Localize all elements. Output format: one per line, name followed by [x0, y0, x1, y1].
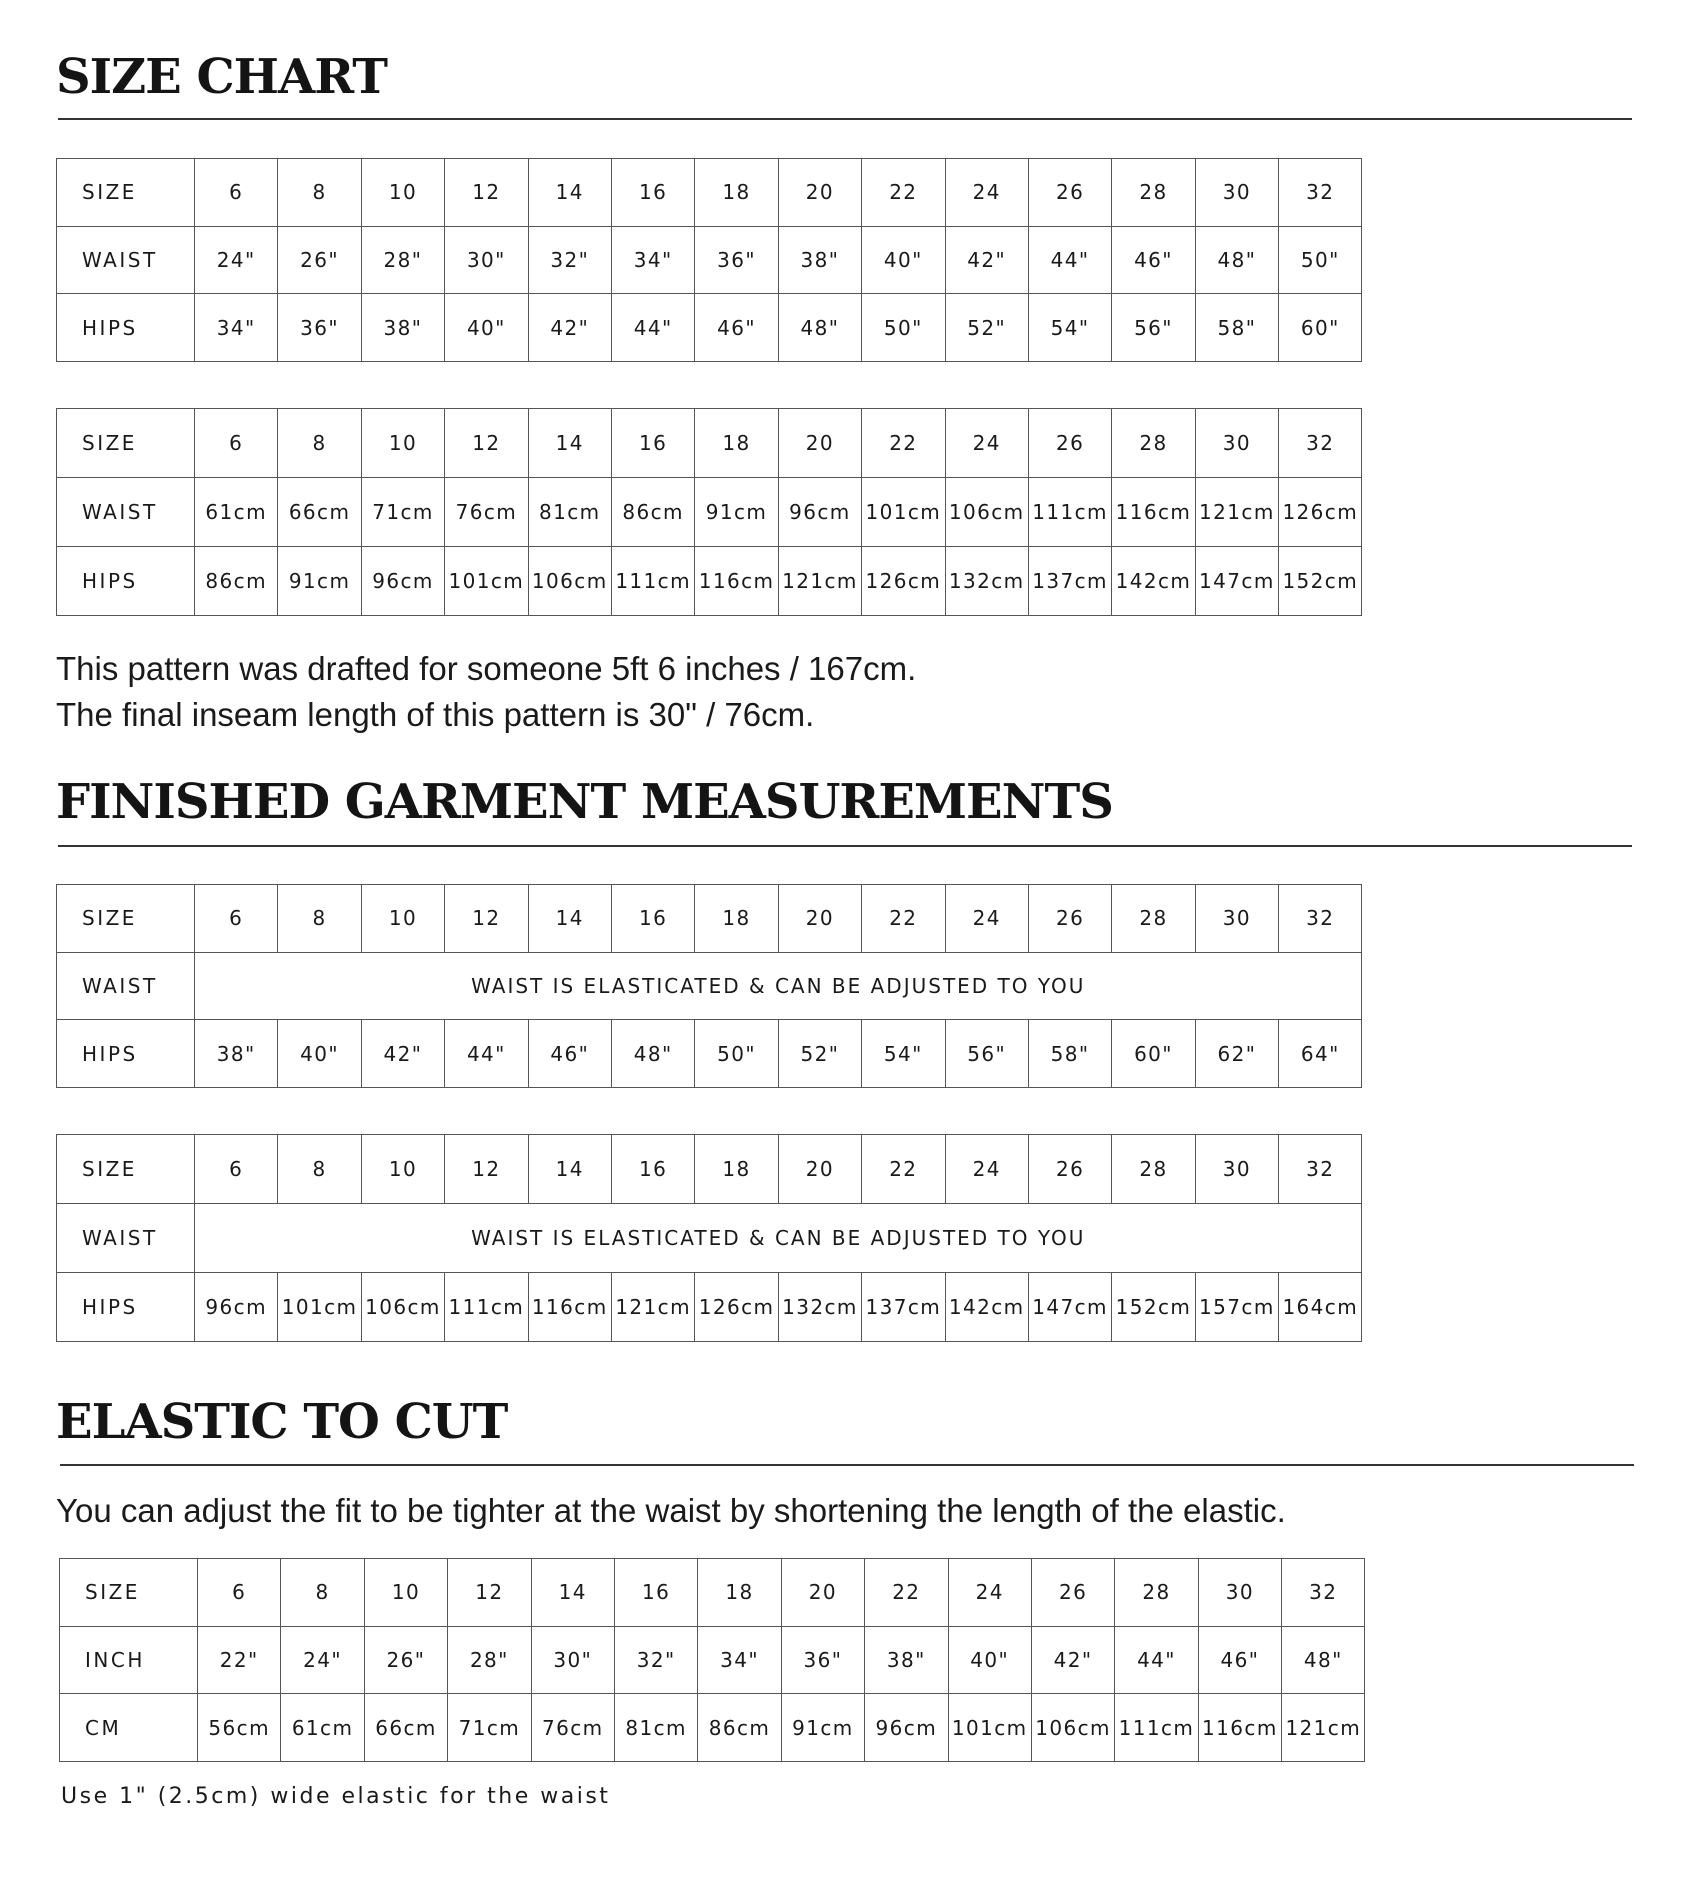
table-cell: 8	[278, 159, 361, 227]
table-cell: 81cm	[528, 478, 611, 547]
table-cell: 56"	[945, 1020, 1028, 1088]
table-cell: 24	[945, 159, 1028, 227]
size-chart-cm-table	[56, 408, 1362, 616]
table-row	[57, 1273, 1362, 1342]
table-cell: 12	[448, 1559, 531, 1627]
row-label: HIPS	[57, 1020, 195, 1088]
table-cell: 18	[695, 409, 778, 478]
table-cell: 116cm	[1112, 478, 1195, 547]
table-row	[57, 294, 1362, 362]
table-cell: 18	[695, 885, 778, 953]
table-cell: 142cm	[1112, 547, 1195, 616]
table-cell: 16	[614, 1559, 697, 1627]
table-cell: 38"	[195, 1020, 278, 1088]
table-cell: 22	[862, 1135, 945, 1204]
table-cell: 18	[695, 1135, 778, 1204]
table-cell: 38"	[361, 294, 444, 362]
table-cell: 10	[361, 1135, 444, 1204]
table-cell: 28	[1112, 1135, 1195, 1204]
table-cell: 28	[1112, 159, 1195, 227]
table-cell: 38"	[865, 1626, 948, 1694]
table-row	[57, 885, 1362, 953]
table-cell: 106cm	[528, 547, 611, 616]
table-cell: 32	[1279, 1135, 1362, 1204]
table-cell: 164cm	[1279, 1273, 1362, 1342]
table-cell: 34"	[195, 294, 278, 362]
table-cell: 20	[778, 885, 861, 953]
table-cell: 48"	[611, 1020, 694, 1088]
table-cell: 50"	[1279, 226, 1362, 294]
table-cell: 46"	[528, 1020, 611, 1088]
table-cell: 111cm	[1115, 1694, 1198, 1762]
table-cell: 22	[862, 409, 945, 478]
row-label: CM	[60, 1694, 198, 1762]
pattern-height-note: This pattern was drafted for someone 5ft 6 inches / 167cm.	[56, 650, 917, 687]
table-cell: 121cm	[611, 1273, 694, 1342]
table-cell: 6	[195, 409, 278, 478]
size-chart-inches-table	[56, 158, 1362, 362]
table-cell: 40"	[948, 1626, 1031, 1694]
table-cell: 116cm	[695, 547, 778, 616]
table-row	[60, 1694, 1365, 1762]
table-cell: 61cm	[281, 1694, 364, 1762]
elastic-divider	[60, 1464, 1634, 1466]
table-cell: 56cm	[198, 1694, 281, 1762]
table-cell: 8	[278, 1135, 361, 1204]
table-cell: 44"	[1028, 226, 1111, 294]
table-cell: 38"	[778, 226, 861, 294]
table-cell: 52"	[778, 1020, 861, 1088]
table-cell: 46"	[695, 294, 778, 362]
table-cell: 32"	[614, 1626, 697, 1694]
table-cell: 91cm	[278, 547, 361, 616]
table-cell: 46"	[1198, 1626, 1281, 1694]
table-cell: 52"	[945, 294, 1028, 362]
row-label: SIZE	[57, 885, 195, 953]
row-label: SIZE	[60, 1559, 198, 1627]
table-cell: 32	[1282, 1559, 1365, 1627]
finished-garment-divider	[58, 845, 1632, 847]
table-cell: 22	[862, 885, 945, 953]
table-cell: 86cm	[195, 547, 278, 616]
table-cell: 24	[945, 1135, 1028, 1204]
table-row	[57, 1204, 1362, 1273]
table-cell: 116cm	[1198, 1694, 1281, 1762]
table-cell: 62"	[1195, 1020, 1278, 1088]
row-label: WAIST	[57, 1204, 195, 1273]
table-cell: 6	[195, 159, 278, 227]
table-cell: 30	[1195, 159, 1278, 227]
table-cell: 86cm	[698, 1694, 781, 1762]
table-row	[57, 226, 1362, 294]
row-label: HIPS	[57, 1273, 195, 1342]
table-cell: 44"	[1115, 1626, 1198, 1694]
table-cell: 76cm	[531, 1694, 614, 1762]
table-cell: 147cm	[1195, 547, 1278, 616]
table-cell: 42"	[361, 1020, 444, 1088]
table-cell: 42"	[945, 226, 1028, 294]
row-label: WAIST	[57, 226, 195, 294]
table-cell: 56"	[1112, 294, 1195, 362]
table-cell: 106cm	[945, 478, 1028, 547]
table-cell: 10	[361, 159, 444, 227]
table-cell: 36"	[781, 1626, 864, 1694]
table-cell: 50"	[862, 294, 945, 362]
table-cell: 121cm	[1195, 478, 1278, 547]
row-label: SIZE	[57, 159, 195, 227]
table-cell: 26	[1031, 1559, 1114, 1627]
table-cell: 32	[1279, 409, 1362, 478]
finished-cm-table	[56, 1134, 1362, 1342]
table-row	[57, 547, 1362, 616]
table-cell: 126cm	[862, 547, 945, 616]
finished-inches-table	[56, 884, 1362, 1088]
table-row	[57, 952, 1362, 1020]
table-row	[57, 159, 1362, 227]
table-cell: 22	[865, 1559, 948, 1627]
table-cell: 32"	[528, 226, 611, 294]
table-row	[57, 1020, 1362, 1088]
table-cell: 137cm	[862, 1273, 945, 1342]
row-label: SIZE	[57, 409, 195, 478]
table-row	[57, 1135, 1362, 1204]
table-cell: 8	[278, 409, 361, 478]
table-cell: 24	[948, 1559, 1031, 1627]
row-label: SIZE	[57, 1135, 195, 1204]
table-cell: 101cm	[278, 1273, 361, 1342]
finished-garment-heading: FINISHED GARMENT MEASUREMENTS	[56, 774, 1113, 830]
table-cell: 20	[781, 1559, 864, 1627]
table-cell: 32	[1279, 885, 1362, 953]
table-cell: 24	[945, 885, 1028, 953]
table-cell: 26	[1028, 1135, 1111, 1204]
row-label: HIPS	[57, 547, 195, 616]
table-cell: 12	[445, 885, 528, 953]
table-cell: 44"	[445, 1020, 528, 1088]
table-cell: 12	[445, 1135, 528, 1204]
table-cell: 111cm	[1028, 478, 1111, 547]
table-cell: 50"	[695, 1020, 778, 1088]
row-label: INCH	[60, 1626, 198, 1694]
elastic-intro: You can adjust the fit to be tighter at the waist by shortening the length of the elastic.	[56, 1492, 1286, 1529]
elastic-table	[59, 1558, 1365, 1762]
table-cell: 96cm	[778, 478, 861, 547]
table-cell: 26	[1028, 885, 1111, 953]
table-cell: 24"	[281, 1626, 364, 1694]
table-cell: 48"	[1282, 1626, 1365, 1694]
table-cell: 16	[611, 409, 694, 478]
table-cell: 101cm	[445, 547, 528, 616]
table-cell: 16	[611, 1135, 694, 1204]
table-cell: 12	[445, 409, 528, 478]
table-cell: 14	[528, 409, 611, 478]
table-cell: 6	[195, 885, 278, 953]
table-cell: 28	[1112, 409, 1195, 478]
table-cell: 20	[778, 409, 861, 478]
table-cell: 28	[1115, 1559, 1198, 1627]
table-cell: 54"	[1028, 294, 1111, 362]
table-cell: 32	[1279, 159, 1362, 227]
table-cell: 8	[278, 885, 361, 953]
table-cell: 48"	[778, 294, 861, 362]
table-row	[57, 478, 1362, 547]
table-cell: 12	[445, 159, 528, 227]
table-cell: 30"	[531, 1626, 614, 1694]
table-cell: 96cm	[361, 547, 444, 616]
table-row	[60, 1626, 1365, 1694]
table-cell: 16	[611, 885, 694, 953]
table-cell: 40"	[445, 294, 528, 362]
table-cell: 76cm	[445, 478, 528, 547]
table-cell: 30	[1195, 885, 1278, 953]
table-cell: 28"	[448, 1626, 531, 1694]
table-cell: 126cm	[695, 1273, 778, 1342]
table-cell: 10	[364, 1559, 447, 1627]
table-cell: 91cm	[695, 478, 778, 547]
table-cell: 61cm	[195, 478, 278, 547]
table-cell: 101cm	[948, 1694, 1031, 1762]
table-cell: 71cm	[448, 1694, 531, 1762]
table-cell: 71cm	[361, 478, 444, 547]
row-label: HIPS	[57, 294, 195, 362]
table-cell: 132cm	[778, 1273, 861, 1342]
table-cell: 86cm	[611, 478, 694, 547]
table-cell: 30	[1195, 409, 1278, 478]
table-cell: 54"	[862, 1020, 945, 1088]
table-row	[60, 1559, 1365, 1627]
table-cell: 28"	[361, 226, 444, 294]
table-cell: 30	[1195, 1135, 1278, 1204]
table-cell: 121cm	[1282, 1694, 1365, 1762]
table-cell: 30	[1198, 1559, 1281, 1627]
table-cell: 42"	[528, 294, 611, 362]
table-cell: 40"	[862, 226, 945, 294]
table-cell: 22"	[198, 1626, 281, 1694]
table-cell: 46"	[1112, 226, 1195, 294]
table-cell: 24	[945, 409, 1028, 478]
table-cell: 36"	[695, 226, 778, 294]
table-cell: 96cm	[195, 1273, 278, 1342]
size-chart-divider	[58, 118, 1632, 120]
table-cell: 36"	[278, 294, 361, 362]
table-cell: 116cm	[528, 1273, 611, 1342]
inseam-note: The final inseam length of this pattern is 30" / 76cm.	[56, 696, 815, 733]
table-cell: 22	[862, 159, 945, 227]
table-cell: 64"	[1279, 1020, 1362, 1088]
table-cell: 10	[361, 885, 444, 953]
table-cell: 58"	[1028, 1020, 1111, 1088]
table-cell: 14	[531, 1559, 614, 1627]
table-cell: 58"	[1195, 294, 1278, 362]
row-label: WAIST	[57, 952, 195, 1020]
table-cell: 30"	[445, 226, 528, 294]
table-cell: 34"	[611, 226, 694, 294]
table-cell: 20	[778, 159, 861, 227]
table-cell: 66cm	[278, 478, 361, 547]
table-row	[57, 409, 1362, 478]
table-cell: 14	[528, 1135, 611, 1204]
table-cell: 28	[1112, 885, 1195, 953]
size-chart-heading: SIZE CHART	[56, 49, 388, 105]
table-cell: 18	[698, 1559, 781, 1627]
table-cell: 48"	[1195, 226, 1278, 294]
table-cell: 60"	[1279, 294, 1362, 362]
table-cell: 26	[1028, 409, 1111, 478]
table-cell: 106cm	[361, 1273, 444, 1342]
table-cell: 34"	[698, 1626, 781, 1694]
table-cell: 126cm	[1279, 478, 1362, 547]
table-cell: 121cm	[778, 547, 861, 616]
elastic-footnote: Use 1" (2.5cm) wide elastic for the waist	[61, 1784, 611, 1809]
table-cell: 44"	[611, 294, 694, 362]
table-cell: 157cm	[1195, 1273, 1278, 1342]
table-cell: 18	[695, 159, 778, 227]
table-cell: 91cm	[781, 1694, 864, 1762]
table-cell: 16	[611, 159, 694, 227]
table-cell: 66cm	[364, 1694, 447, 1762]
table-cell: 26"	[278, 226, 361, 294]
row-label: WAIST	[57, 478, 195, 547]
table-cell: 10	[361, 409, 444, 478]
table-cell: 101cm	[862, 478, 945, 547]
waist-elastic-note: WAIST IS ELASTICATED & CAN BE ADJUSTED TO YOU	[195, 1204, 1362, 1273]
table-cell: 142cm	[945, 1273, 1028, 1342]
table-cell: 111cm	[445, 1273, 528, 1342]
elastic-heading: ELASTIC TO CUT	[56, 1394, 508, 1450]
table-cell: 6	[198, 1559, 281, 1627]
table-cell: 81cm	[614, 1694, 697, 1762]
table-cell: 24"	[195, 226, 278, 294]
table-cell: 20	[778, 1135, 861, 1204]
table-cell: 137cm	[1028, 547, 1111, 616]
table-cell: 106cm	[1031, 1694, 1114, 1762]
table-cell: 26"	[364, 1626, 447, 1694]
table-cell: 147cm	[1028, 1273, 1111, 1342]
table-cell: 96cm	[865, 1694, 948, 1762]
table-cell: 26	[1028, 159, 1111, 227]
table-cell: 14	[528, 159, 611, 227]
table-cell: 14	[528, 885, 611, 953]
table-cell: 42"	[1031, 1626, 1114, 1694]
table-cell: 8	[281, 1559, 364, 1627]
table-cell: 152cm	[1112, 1273, 1195, 1342]
table-cell: 6	[195, 1135, 278, 1204]
table-cell: 132cm	[945, 547, 1028, 616]
waist-elastic-note: WAIST IS ELASTICATED & CAN BE ADJUSTED TO YOU	[195, 952, 1362, 1020]
table-cell: 152cm	[1279, 547, 1362, 616]
table-cell: 60"	[1112, 1020, 1195, 1088]
table-cell: 111cm	[611, 547, 694, 616]
table-cell: 40"	[278, 1020, 361, 1088]
